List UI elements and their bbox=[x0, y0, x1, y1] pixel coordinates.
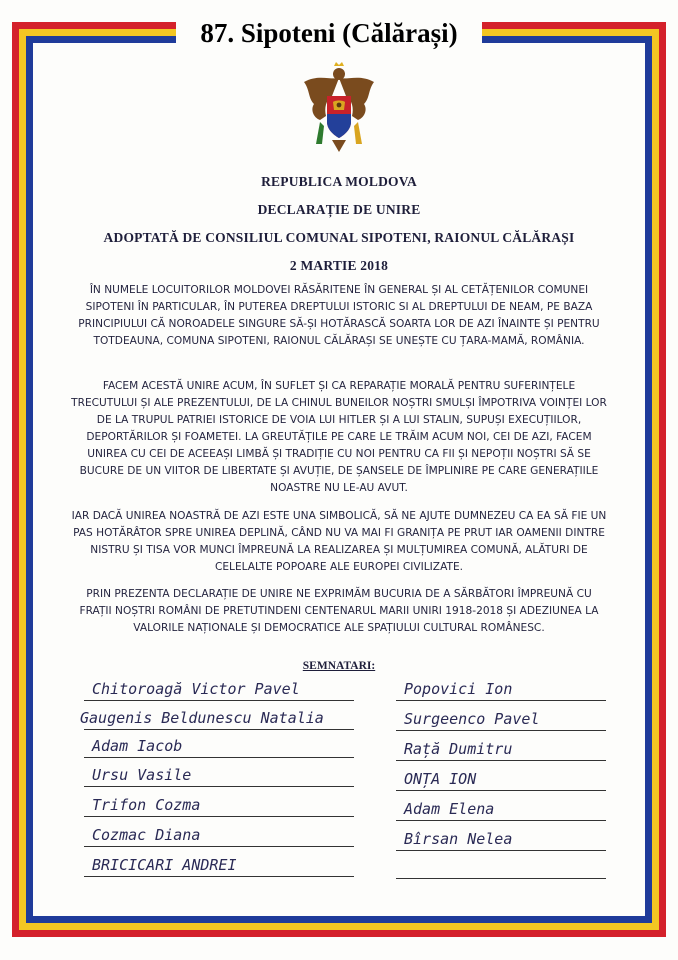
signature-right-1: Popovici Ion bbox=[404, 680, 513, 698]
signatories-label: SEMNATARI: bbox=[302, 660, 376, 672]
signature-right-6: Bîrsan Nelea bbox=[404, 830, 513, 848]
signature-right-5: Adam Elena bbox=[404, 800, 495, 818]
signature-right-3: Rață Dumitru bbox=[404, 740, 513, 758]
heading-country: REPUBLICA MOLDOVA bbox=[261, 174, 417, 189]
declaration-paragraph-3: IAR DACĂ UNIREA NOASTRĂ DE AZI ESTE UNA SIMBOLICĂ, SĂ NE AJUTE DUMNEZEU CA EA SĂ FIE UN PAS HOTĂRÂTOR SPRE UNIREA DEPLINĂ, CÂND NU VA MAI FI GRANIȚA PE PRUT IAR OAMENII DINTRE NISTRU ȘI TISA VOR MUNCI ÎMPREUNĂ LA REALIZAREA ȘI MULȚUMIREA COMUNĂ, ALĂTURI DE CELELALTE POPOARE ALE EUROPEI CIVILIZATE. bbox=[71, 510, 607, 573]
signature-left-2: Gaugenis Beldunescu Natalia bbox=[80, 709, 324, 727]
heading-doc-type: DECLARAȚIE DE UNIRE bbox=[257, 202, 421, 217]
signature-left-5: Trifon Cozma bbox=[92, 796, 201, 814]
signature-left-1: Chitoroagă Victor Pavel bbox=[92, 680, 300, 698]
signature-right-4: ONȚA ION bbox=[404, 770, 477, 788]
declaration-paragraph-2: FACEM ACESTĂ UNIRE ACUM, ÎN SUFLET ȘI CA REPARAȚIE MORALĂ PENTRU SUFERINȚELE TRECUTULUI ȘI ALE PREZENTULUI, DE LA CHINUL BUNEILOR NOȘTRI SMULȘI ÎMPOTRIVA VOINȚEI LOR DE LA TRUPUL PATRIEI ISTORICE DE VOIA LUI HITLER ȘI A LUI STALIN, SUPUȘI EXECUȚIILOR, DEPORTĂRILOR ȘI FOAMETEI. LA GREUTĂȚILE PE CARE LE TRĂIM ACUM NOI, CEI DE AZI, FACEM UNIREA CU CEI DE ACEEAȘI LIMBĂ ȘI TRADIȚIE CU NOI PENTRU CA FII ȘI NEPOȚII NOȘTRI SĂ SE BUCURE DE UN VIITOR DE LIBERTATE ȘI AVUȚIE, DE ȘANSELE DE ÎMPLINIRE PE CARE GENERAȚIILE NOASTRE NU LE-AU AVUT. bbox=[71, 380, 607, 494]
signature-left-7: BRICICARI ANDREI bbox=[92, 856, 237, 874]
signature-left-3: Adam Iacob bbox=[92, 737, 183, 755]
declaration-paragraph-1: ÎN NUMELE LOCUITORILOR MOLDOVEI RĂSĂRITENE ÎN GENERAL ȘI AL CETĂȚENILOR COMUNEI SIPOTENI ÎN PARTICULAR, ÎN PUTEREA DREPTULUI ISTORIC SI AL DREPTULUI DE NEAM, PE BAZA PRINCIPIULUI CĂ NOROADELE SINGURE SĂ-ȘI HOTĂRASCĂ SOARTA LOR DE AZI ÎNAINTE ȘI PENTRU TOTDEAUNA, COMUNA SIPOTENI, RAIONUL CĂLĂRAȘI SE UNEȘTE CU ȚARA-MAMĂ, ROMÂNIA. bbox=[78, 284, 600, 347]
heading-date: 2 MARTIE 2018 bbox=[289, 258, 389, 273]
signature-left-6: Cozmac Diana bbox=[92, 826, 201, 844]
signature-left-4: Ursu Vasile bbox=[92, 766, 192, 784]
declaration-paragraph-4: PRIN PREZENTA DECLARAȚIE DE UNIRE NE EXPRIMĂM BUCURIA DE A SĂRBĂTORI ÎMPREUNĂ CU FRAȚII NOȘTRI ROMÂNI DE PRETUTINDENI CENTENARUL MARII UNIRI 1918-2018 ȘI ADEZIUNEA LA VALORILE NAȚIONALE ȘI DEMOCRATICE ALE SPAȚIULUI CULTURAL ROMÂNESC. bbox=[79, 588, 599, 634]
heading-adopted-by: ADOPTATĂ DE CONSILIUL COMUNAL SIPOTENI, RAIONUL CĂLĂRAȘI bbox=[103, 230, 575, 245]
signature-right-2: Surgeenco Pavel bbox=[404, 710, 540, 728]
coat-of-arms-icon bbox=[300, 60, 378, 160]
page-caption: 87. Sipoteni (Călărași) bbox=[176, 16, 482, 50]
